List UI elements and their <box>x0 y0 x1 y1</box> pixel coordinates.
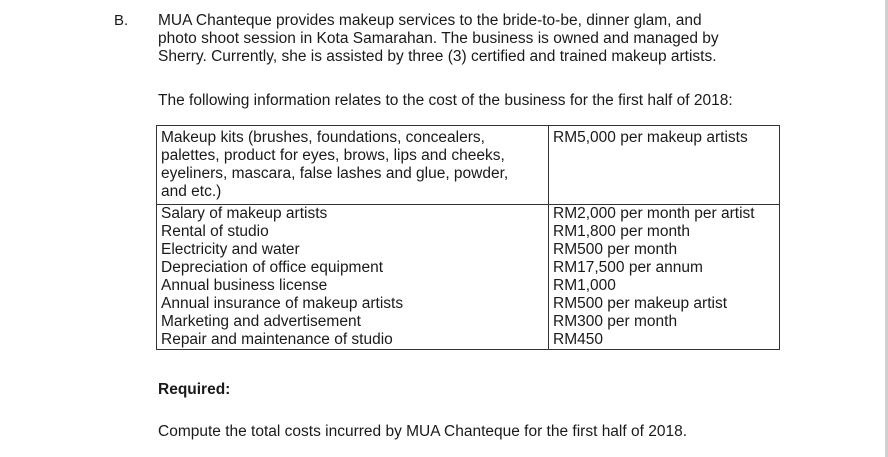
task-instruction: Compute the total costs incurred by MUA Chanteque for the first half of 2018. <box>158 423 688 440</box>
paragraph-line: Sherry. Currently, she is assisted by three (3) certified and trained makeup artists. <box>158 48 717 65</box>
cost-amount-cell: RM2,000 per month per artist <box>549 205 780 224</box>
cost-item-line: eyeliners, mascara, false lashes and glue, powder, <box>161 165 509 182</box>
paragraph-line: photo shoot session in Kota Samarahan. The business is owned and managed by <box>158 30 719 47</box>
cost-amount-cell: RM17,500 per annum <box>549 259 780 277</box>
table-intro: The following information relates to the cost of the business for the first half of 2018: <box>158 92 733 109</box>
cost-amount-cell: RM450 <box>549 331 780 350</box>
cost-amount-cell: RM1,000 <box>549 277 780 295</box>
cost-item-cell: Depreciation of office equipment <box>157 259 549 277</box>
cost-item-cell: Marketing and advertisement <box>157 313 549 331</box>
paragraph-line: MUA Chanteque provides makeup services to the bride-to-be, dinner glam, and <box>158 12 702 29</box>
cost-item-cell: Electricity and water <box>157 241 549 259</box>
cost-amount-cell: RM300 per month <box>549 313 780 331</box>
cost-item-line: Makeup kits (brushes, foundations, concealers, <box>161 129 485 146</box>
cost-table <box>156 125 780 350</box>
question-paragraph <box>158 12 788 66</box>
cost-amount-cell: RM500 per makeup artist <box>549 295 780 313</box>
cost-item-cell <box>157 126 549 205</box>
table-row <box>157 223 780 241</box>
table-row <box>157 259 780 277</box>
table-row <box>157 241 780 259</box>
cost-item-cell: Annual insurance of makeup artists <box>157 295 549 313</box>
cost-item-cell: Repair and maintenance of studio <box>157 331 549 350</box>
table-row <box>157 126 780 205</box>
cost-amount-cell: RM1,800 per month <box>549 223 780 241</box>
table-row <box>157 205 780 224</box>
cost-item-cell: Annual business license <box>157 277 549 295</box>
table-row <box>157 331 780 350</box>
question-label: B. <box>114 12 129 29</box>
cost-amount-cell: RM500 per month <box>549 241 780 259</box>
cost-item-line: palettes, product for eyes, brows, lips and cheeks, <box>161 147 505 164</box>
cost-amount-cell: RM5,000 per makeup artists <box>549 126 780 205</box>
table-row <box>157 295 780 313</box>
required-heading: Required: <box>158 381 231 398</box>
cost-item-cell: Salary of makeup artists <box>157 205 549 224</box>
cost-item-line: and etc.) <box>161 183 222 200</box>
cost-item-cell: Rental of studio <box>157 223 549 241</box>
table-row <box>157 277 780 295</box>
table-row <box>157 313 780 331</box>
